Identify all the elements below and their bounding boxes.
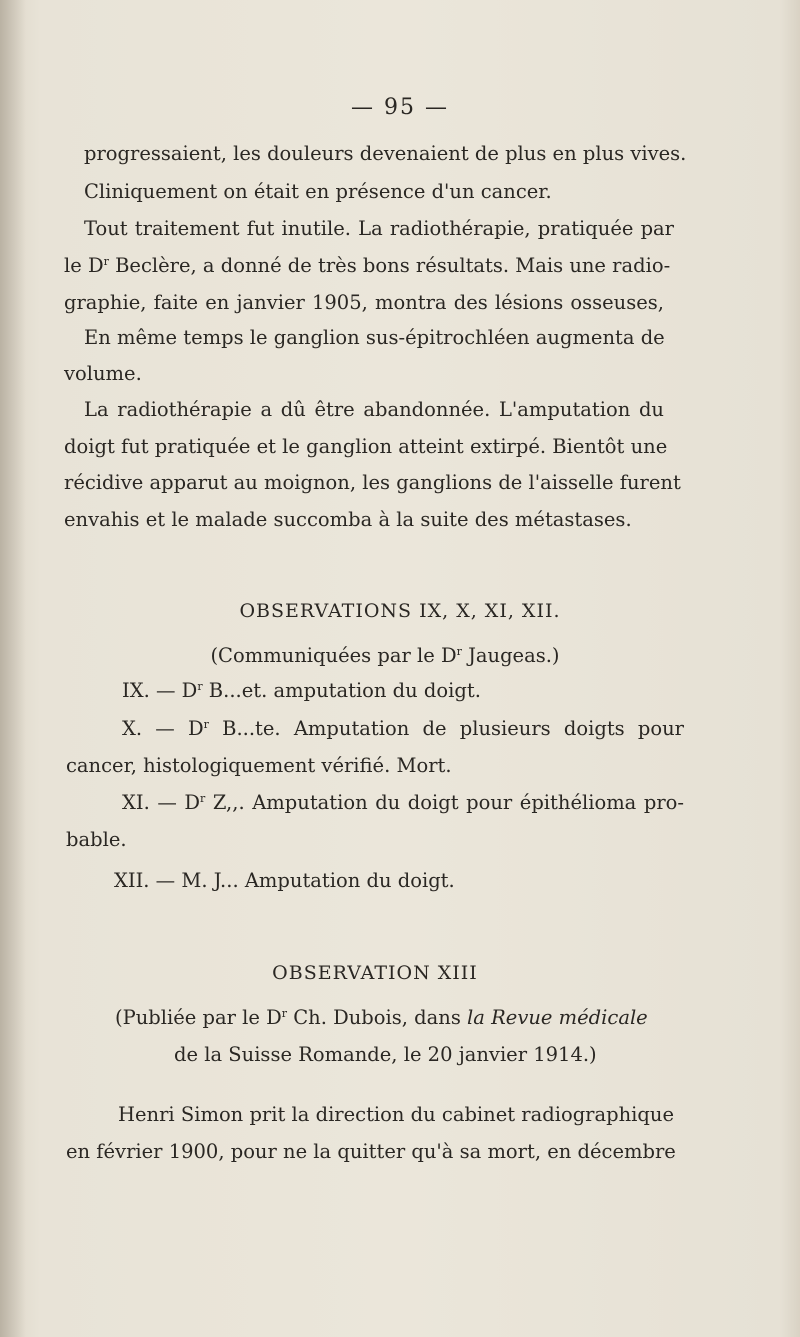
text-line: Cliniquement on était en présence d'un cancer. [84,180,552,203]
text-line: progressaient, les douleurs devenaient de plus en plus vives. [84,142,687,165]
section-heading-obs-xiii: OBSERVATION XIII [272,962,478,984]
section-subheading: (Communiquées par le $D^r$ Jaugeas.) [210,644,560,667]
observation-xii: XII. — M. J... Amputation du doigt. [114,869,455,892]
text-line: Henri Simon prit la direction du cabinet radiographique [118,1103,674,1126]
text-line: graphie, faite en janvier 1905, montra des lésions osseuses, [64,291,664,314]
text-line: volume. [64,362,142,385]
text-line: En même temps le ganglion sus-épitrochléen augmenta de [84,326,665,349]
observation-x: X. — $D^r$ B...te. Amputation de plusieurs doigts pour [122,717,684,740]
page-number: — 95 — [351,95,449,120]
section-heading-obs-ix-xii: OBSERVATIONS IX, X, XI, XII. [239,600,561,622]
section-subheading-line1: (Publiée par le $D^r$ Ch. Dubois, dans la Revue médicale [115,1006,648,1029]
observation-x-cont: cancer, histologiquement vérifié. Mort. [66,754,452,777]
text-line: envahis et le malade succomba à la suite des métastases. [64,508,632,531]
text-line: le $D^r$ Beclère, a donné de très bons résultats. Mais une radio- [64,254,671,277]
section-subheading-line2: de la Suisse Romande, le 20 janvier 1914.) [174,1043,597,1066]
text-line: Tout traitement fut inutile. La radiothérapie, pratiquée par [84,217,674,240]
text-line: récidive apparut au moignon, les ganglions de l'aisselle furent [64,471,681,494]
observation-xi: XI. — $D^r$ Z,,. Amputation du doigt pour épithélioma pro- [122,791,684,814]
binding-shadow [0,0,26,1337]
observation-ix: IX. — $D^r$ B...et. amputation du doigt. [122,679,481,702]
observation-xi-cont: bable. [66,828,127,851]
text-line: doigt fut pratiquée et le ganglion atteint extirpé. Bientôt une [64,435,668,458]
text-line: La radiothérapie a dû être abandonnée. L'amputation du [84,398,664,421]
text-line: en février 1900, pour ne la quitter qu'à sa mort, en décembre [66,1140,676,1163]
